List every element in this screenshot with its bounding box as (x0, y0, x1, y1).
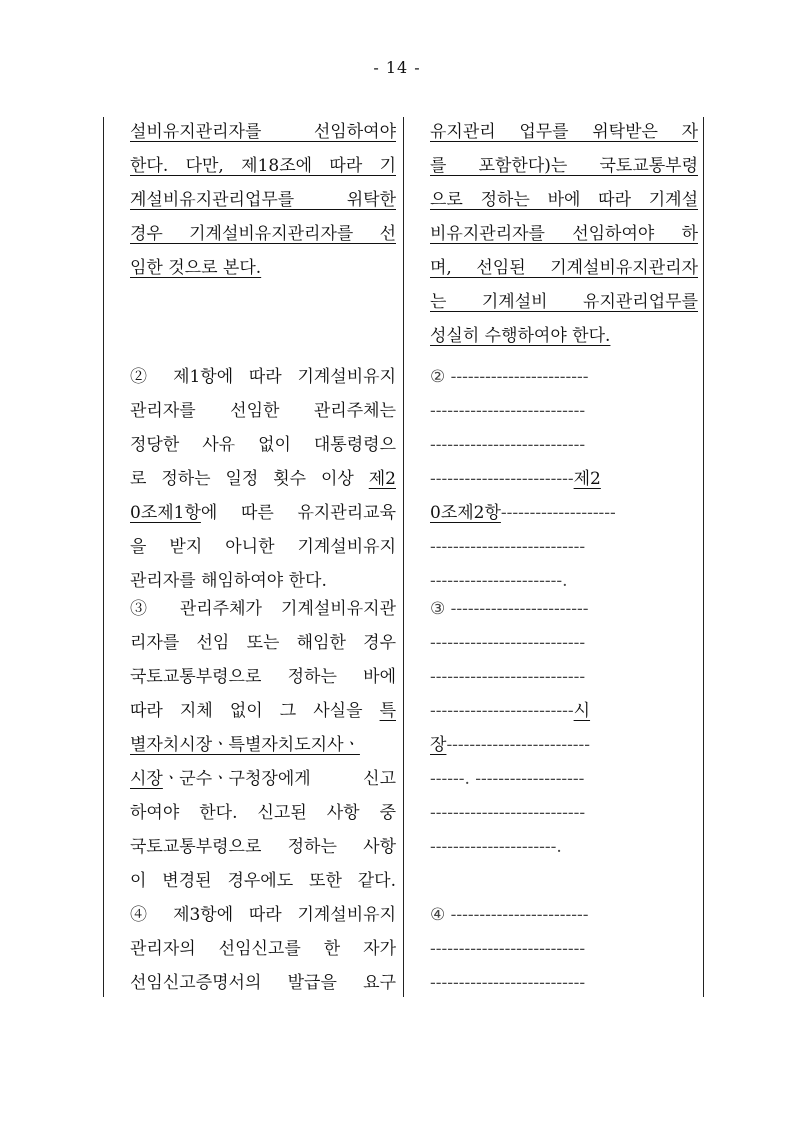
underlined-text: 0조제1항 (130, 503, 201, 523)
text-segment: 국토교통부령으로 정하는 바에 (130, 667, 396, 687)
underlined-text: 임한 것으로 본다. (130, 258, 262, 278)
right-text-line (430, 532, 698, 562)
text-segment: ② ------------------------ (430, 367, 589, 387)
text-segment: ② 제1항에 따라 기계설비유지 (130, 367, 396, 387)
underlined-text: 시 (573, 701, 591, 721)
underlined-text: 장 (430, 735, 447, 755)
text-segment: 리자를 선임 또는 해임한 경우 (130, 633, 396, 653)
left-text-line (130, 566, 396, 596)
page-number: - 14 - (373, 58, 421, 77)
underlined-text: 를 포함한다)는 국토교통부령 (430, 156, 698, 176)
text-segment: -------------------- (500, 503, 616, 523)
right-text-line (430, 151, 698, 181)
left-text-line (130, 464, 396, 494)
left-text-line (130, 764, 396, 794)
underlined-text: 한다. 다만, 제18조에 따라 기 (130, 156, 396, 176)
right-text-line (430, 321, 698, 351)
right-text-line (430, 696, 698, 726)
right-text-line (430, 798, 698, 828)
left-text-line (130, 798, 396, 828)
right-text-line (430, 498, 698, 528)
text-segment: ③ ------------------------ (430, 599, 589, 619)
text-segment: --------------------------- (430, 633, 586, 653)
left-text-line (130, 185, 396, 215)
underlined-text: 며, 선임된 기계설비유지관리자 (430, 258, 698, 278)
left-text-line (130, 151, 396, 181)
underlined-text: 유지관리 업무를 위탁받은 자 (430, 122, 698, 142)
text-segment: 로 정하는 일정 횟수 이상 (130, 469, 369, 489)
left-text-line (130, 430, 396, 460)
text-segment: ④ 제3항에 따라 기계설비유지 (130, 905, 396, 925)
left-text-line (130, 866, 396, 896)
left-text-line (130, 628, 396, 658)
text-segment: --------------------------- (430, 667, 586, 687)
right-text-line (430, 464, 698, 494)
text-segment: --------------------------- (430, 401, 586, 421)
text-segment: --------------------------- (430, 973, 586, 993)
underlined-text: 경우 기계설비유지관리자를 선 (130, 224, 396, 244)
text-segment: -----------------------. (430, 571, 568, 591)
left-text-line (130, 696, 396, 726)
text-segment: ④ ------------------------ (430, 905, 589, 925)
left-text-line (130, 934, 396, 964)
text-segment: --------------------------- (430, 939, 586, 959)
text-segment: 정당한 사유 없이 대통령령으 (130, 435, 396, 455)
underlined-text: 성실히 수행하여야 한다. (430, 326, 611, 346)
underlined-text: 으로 정하는 바에 따라 기계설 (430, 190, 698, 210)
left-text-line (130, 498, 396, 528)
right-text-line (430, 900, 698, 930)
left-text-line (130, 900, 396, 930)
left-text-line (130, 594, 396, 624)
right-text-line (430, 730, 698, 760)
right-text-line (430, 866, 698, 896)
text-segment: 관리자를 선임한 관리주체는 (130, 401, 396, 421)
right-text-line (430, 594, 698, 624)
text-segment: 하여야 한다. 신고된 사항 중 (130, 803, 396, 823)
text-segment: ------------------------- (430, 469, 574, 489)
text-segment: 관리자의 선임신고를 한 자가 (130, 939, 396, 959)
right-text-line (430, 764, 698, 794)
right-text-line (430, 287, 698, 317)
right-text-line (430, 117, 698, 147)
right-text-line (430, 219, 698, 249)
underlined-text: 제2 (573, 469, 601, 489)
text-segment: 국토교통부령으로 정하는 사항 (130, 837, 396, 857)
left-text-line (130, 362, 396, 392)
text-segment: ③ 관리주체가 기계설비유지관 (130, 599, 396, 619)
text-segment: ----------------------. (430, 837, 562, 857)
right-text-line (430, 185, 698, 215)
table-right-border (703, 117, 704, 997)
text-segment: ------------------------- (446, 735, 591, 755)
text-segment: ------. ------------------- (430, 769, 585, 789)
table-column-divider (403, 117, 404, 997)
underlined-text: 계설비유지관리업무를 위탁한 (130, 190, 396, 210)
right-text-line (430, 362, 698, 392)
text-segment: 따라 지체 없이 그 사실을 (130, 701, 380, 721)
right-text-line (430, 566, 698, 596)
underlined-text: 비유지관리자를 선임하여야 하 (430, 224, 698, 244)
left-text-line (130, 321, 396, 351)
right-text-line (430, 628, 698, 658)
text-segment: ㆍ군수ㆍ구청장에게 신고 (162, 769, 396, 789)
left-text-line (130, 532, 396, 562)
text-segment: 선임신고증명서의 발급을 요구 (130, 973, 396, 993)
underlined-text: 설비유지관리자를 선임하여야 (130, 122, 396, 142)
text-segment: 이 변경된 경우에도 또한 같다. (130, 871, 396, 891)
text-segment: 관리자를 해임하여야 한다. (130, 571, 327, 591)
left-text-line (130, 832, 396, 862)
right-text-line (430, 832, 698, 862)
left-text-line (130, 662, 396, 692)
text-segment: --------------------------- (430, 537, 586, 557)
left-text-line (130, 219, 396, 249)
underlined-text: 특 (379, 701, 396, 721)
left-text-line (130, 396, 396, 426)
left-text-line (130, 117, 396, 147)
underlined-text: 별자치시장ㆍ특별자치도지사ㆍ (130, 735, 360, 755)
table-left-border (103, 117, 104, 997)
underlined-text: 는 기계설비 유지관리업무를 (430, 292, 698, 312)
underlined-text: 0조제2항 (430, 503, 501, 523)
left-text-line (130, 730, 396, 760)
underlined-text: 시장 (130, 769, 163, 789)
text-segment: ------------------------- (430, 701, 574, 721)
right-text-line (430, 662, 698, 692)
text-segment: 에 따른 유지관리교육 (200, 503, 396, 523)
text-segment: 을 받지 아니한 기계설비유지 (130, 537, 396, 557)
text-segment: --------------------------- (430, 803, 586, 823)
left-text-line (130, 287, 396, 317)
right-text-line (430, 396, 698, 426)
right-text-line (430, 934, 698, 964)
right-text-line (430, 430, 698, 460)
text-segment: --------------------------- (430, 435, 586, 455)
right-text-line (430, 253, 698, 283)
right-text-line (430, 968, 698, 998)
left-text-line (130, 253, 396, 283)
underlined-text: 제2 (368, 469, 396, 489)
left-text-line (130, 968, 396, 998)
